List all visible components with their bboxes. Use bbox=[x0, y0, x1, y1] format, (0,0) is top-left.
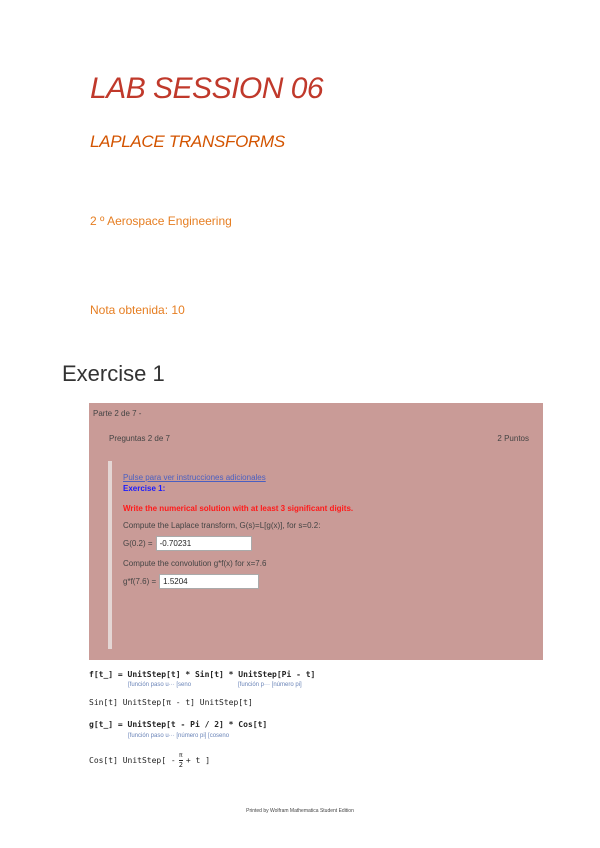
f-hint-1: [función paso u··· [seno bbox=[128, 682, 192, 688]
part-indicator: Parte 2 de 7 - bbox=[93, 409, 142, 418]
g-output-frac-num: π bbox=[179, 752, 183, 759]
question-left-bar bbox=[108, 461, 112, 649]
g-output-pre: Cos[t] UnitStep[ - bbox=[89, 756, 176, 765]
g-hint: [función paso u··· [número pi] [coseno bbox=[128, 733, 230, 739]
convolution-prompt: Compute the convolution g*f(x) for x=7.6 bbox=[123, 559, 267, 568]
question-counter: Preguntas 2 de 7 bbox=[109, 434, 170, 443]
conv-answer-input[interactable] bbox=[159, 574, 259, 589]
f-definition: f[t_] = UnitStep[t] * Sin[t] * UnitStep[Pi - t] bbox=[89, 670, 316, 679]
instructions-link[interactable]: Pulse para ver instrucciones adicionales bbox=[123, 473, 266, 482]
laplace-prompt: Compute the Laplace transform, G(s)=L[g(x)], for s=0.2: bbox=[123, 521, 321, 530]
question-body bbox=[123, 473, 353, 589]
print-footer: Printed by Wolfram Mathematica Student Edition bbox=[246, 808, 354, 814]
conv-answer-row bbox=[123, 574, 353, 589]
lab-subtitle: LAPLACE TRANSFORMS bbox=[90, 132, 285, 151]
g-answer-label: G(0.2) = bbox=[123, 539, 153, 548]
g-answer-row bbox=[123, 536, 353, 551]
points-label: 2 Puntos bbox=[497, 434, 529, 443]
course-name: 2 º Aerospace Engineering bbox=[90, 214, 232, 228]
exercise-label: Exercise 1: bbox=[123, 484, 166, 493]
g-output-frac-den: 2 bbox=[178, 761, 183, 769]
g-definition: g[t_] = UnitStep[t - Pi / 2] * Cos[t] bbox=[89, 720, 268, 729]
f-hint-2: [función p··· [número pi] bbox=[238, 682, 302, 688]
g-output-post: + t ] bbox=[185, 756, 211, 765]
quiz-panel bbox=[89, 403, 543, 660]
g-output bbox=[89, 752, 210, 769]
warning-text: Write the numerical solution with at least 3 significant digits. bbox=[123, 504, 354, 513]
f-output: Sin[t] UnitStep[π - t] UnitStep[t] bbox=[89, 698, 253, 707]
g-answer-input[interactable] bbox=[156, 536, 252, 551]
section-title: Exercise 1 bbox=[62, 361, 165, 386]
g-output-fraction bbox=[179, 752, 183, 769]
conv-answer-label: g*f(7.6) = bbox=[123, 577, 157, 586]
lab-title: LAB SESSION 06 bbox=[90, 72, 324, 105]
grade-text: Nota obtenida: 10 bbox=[90, 303, 185, 317]
